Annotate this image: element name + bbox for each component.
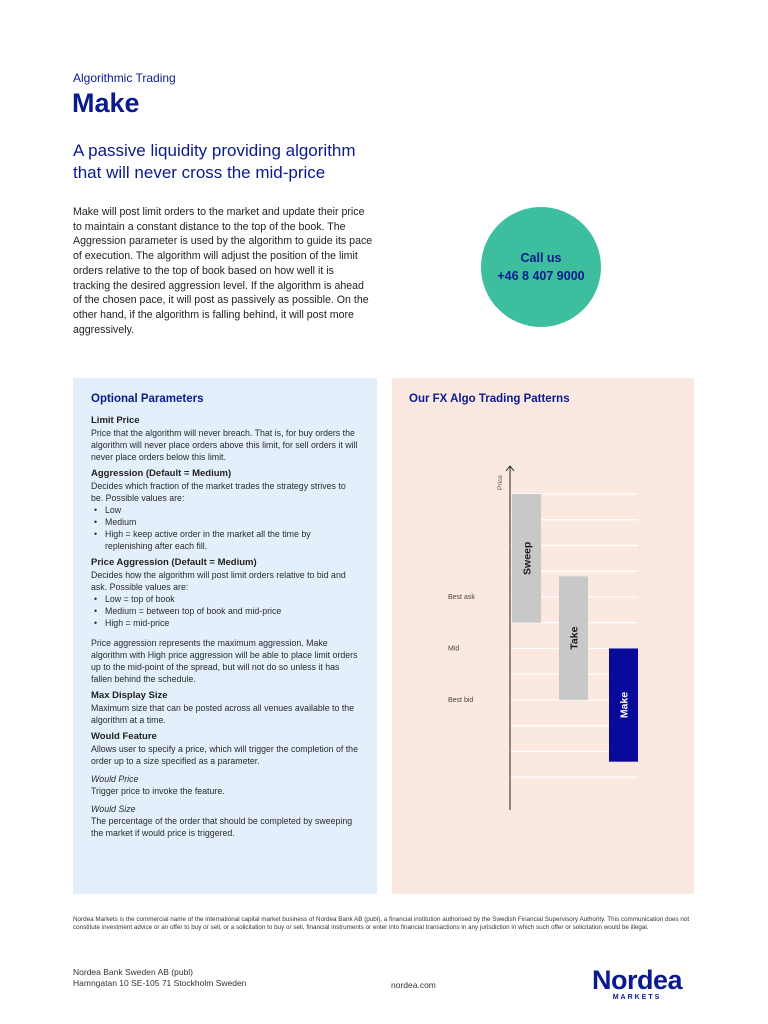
bar-label: Sweep bbox=[521, 541, 534, 575]
section-kicker: Algorithmic Trading bbox=[73, 71, 176, 85]
param-title: Price Aggression (Default = Medium) bbox=[91, 557, 257, 568]
param-description: Price that the algorithm will never breach. That is, for buy orders the algorithm will never place orders above this limit, for sell orders it will never place orders below this limit. bbox=[91, 428, 358, 462]
param-description: Decides which fraction of the market trades the strategy strives to be. Possible values are: bbox=[91, 481, 346, 503]
legal-disclaimer: Nordea Markets is the commercial name of the international capital market business of Nordea Bank AB (publ), a financial institution authorised by the Swedish Financial Supervisory Authority. This communication does not constitute investment advice or an offer to buy or sell, or a solicitation to buy or sell, financial instruments or enter into financial transactions in any jurisdiction in which such offer or solicitation would be illegal. bbox=[73, 916, 690, 931]
param-description: Maximum size that can be posted across all venues available to the algorithm at a time. bbox=[91, 703, 355, 725]
param-title: Would Feature bbox=[91, 731, 157, 742]
trading-patterns-chart bbox=[392, 378, 694, 894]
price-aggression-note: Price aggression represents the maximum aggression. Make algorithm with High price aggression will be able to place limit orders up to the mid-point of the spread, but will not do so unless it has fallen behind the schedule. bbox=[91, 638, 358, 684]
logo-subtitle: MARKETS bbox=[612, 994, 662, 1001]
company-name: Nordea Bank Sweden AB (publ) bbox=[73, 967, 194, 977]
website-link[interactable]: nordea.com bbox=[391, 980, 436, 990]
list-item: • Medium bbox=[105, 516, 359, 528]
list-item: • Low = top of book bbox=[105, 593, 359, 605]
list-item: • High = mid-price bbox=[105, 617, 359, 629]
param-title: Max Display Size bbox=[91, 690, 168, 701]
call-us-button[interactable] bbox=[481, 207, 601, 327]
aggression-values-list bbox=[91, 504, 359, 552]
page-title: Make bbox=[72, 88, 140, 118]
param-description: Allows user to specify a price, which will trigger the completion of the order up to a size specified as a parameter. bbox=[91, 744, 358, 766]
list-item: • High = keep active order in the market all the time by replenishing after each fill. bbox=[105, 528, 359, 552]
logo-wordmark: Nordea bbox=[591, 965, 683, 995]
param-title: Aggression (Default = Medium) bbox=[91, 468, 232, 479]
sub-param-description: Trigger price to invoke the feature. bbox=[91, 786, 225, 796]
trading-patterns-heading: Our FX Algo Trading Patterns bbox=[409, 393, 570, 405]
nordea-logo bbox=[576, 966, 698, 1001]
sub-param-title: Would Size bbox=[91, 804, 136, 814]
price-aggression-values-list bbox=[91, 593, 359, 629]
optional-parameters-heading: Optional Parameters bbox=[91, 393, 204, 405]
subtitle-line-2: that will never cross the mid-price bbox=[73, 163, 326, 182]
list-item: • Medium = between top of book and mid-price bbox=[105, 605, 359, 617]
street-address: Hamngatan 10 SE-105 71 Stockholm Sweden bbox=[73, 978, 247, 988]
level-label: Best ask bbox=[448, 593, 475, 601]
intro-paragraph: Make will post limit orders to the market and update their price to maintain a constant distance to the top of the book. The Aggression parameter is used by the algorithm to guide its pace of execution. The algorithm will adjust the position of the limit orders relative to the top of book based on how well it is tracking the desired aggression level. If the algorithm is ahead of the chosen pace, it will post as passively as possible. On the other hand, if the algorithm is falling behind, it will post more aggressively. bbox=[73, 206, 373, 336]
param-aggression bbox=[91, 468, 359, 552]
trading-patterns-panel bbox=[392, 378, 694, 894]
bar-label: Take bbox=[568, 626, 581, 650]
page-subtitle bbox=[73, 140, 453, 184]
sub-param-description: The percentage of the order that should be completed by sweeping the market if would price is triggered. bbox=[91, 816, 353, 838]
y-axis-label: Price bbox=[497, 475, 504, 490]
sub-param-title: Would Price bbox=[91, 774, 139, 784]
level-label: Best bid bbox=[448, 696, 474, 704]
bar-label: Make bbox=[618, 691, 631, 719]
subtitle-line-1: A passive liquidity providing algorithm bbox=[73, 141, 356, 160]
param-limit-price bbox=[91, 415, 359, 463]
param-would-feature bbox=[91, 731, 359, 839]
call-us-phone: +46 8 407 9000 bbox=[497, 269, 585, 283]
param-title: Limit Price bbox=[91, 415, 140, 426]
level-label: Mid bbox=[448, 645, 460, 653]
param-description: Decides how the algorithm will post limit orders relative to bid and ask. Possible values are: bbox=[91, 570, 346, 592]
optional-parameters-panel bbox=[73, 378, 377, 894]
company-address bbox=[73, 967, 246, 989]
param-max-display-size bbox=[91, 690, 359, 726]
list-item: • Low bbox=[105, 504, 359, 516]
call-us-label: Call us bbox=[520, 251, 562, 265]
param-price-aggression bbox=[91, 557, 359, 685]
